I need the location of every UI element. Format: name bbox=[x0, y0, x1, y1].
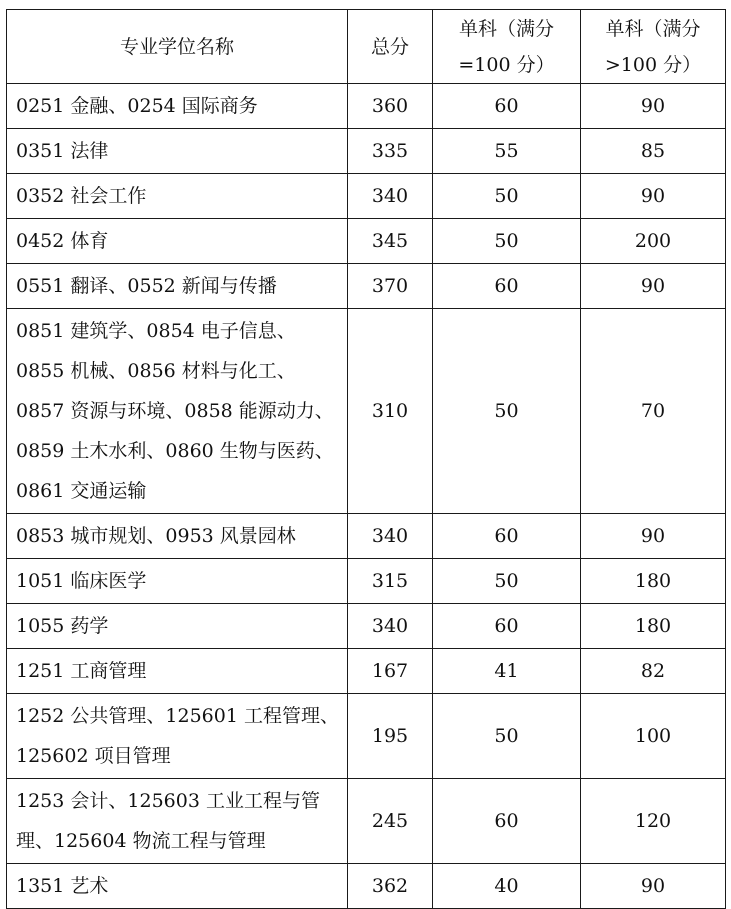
single-over-100-score: 85 bbox=[581, 129, 726, 174]
total-score: 370 bbox=[348, 264, 433, 309]
single-100-score: 41 bbox=[433, 649, 581, 694]
program-name: 0851 建筑学、0854 电子信息、0855 机械、0856 材料与化工、0857 资源与环境、0858 能源动力、0859 土木水利、0860 生物与医药、0861 交通运输 bbox=[7, 309, 348, 514]
program-name: 0551 翻译、0552 新闻与传播 bbox=[7, 264, 348, 309]
program-name: 0352 社会工作 bbox=[7, 174, 348, 219]
single-over-100-score: 82 bbox=[581, 649, 726, 694]
single-over-100-score: 100 bbox=[581, 694, 726, 779]
single-100-score: 50 bbox=[433, 559, 581, 604]
total-score: 340 bbox=[348, 514, 433, 559]
header-single-100: 单科（满分=100 分） bbox=[433, 10, 581, 84]
table-row bbox=[7, 84, 726, 129]
total-score: 362 bbox=[348, 864, 433, 909]
single-100-score: 55 bbox=[433, 129, 581, 174]
program-name: 1351 艺术 bbox=[7, 864, 348, 909]
total-score: 315 bbox=[348, 559, 433, 604]
single-100-score: 60 bbox=[433, 514, 581, 559]
total-score: 335 bbox=[348, 129, 433, 174]
program-name: 1252 公共管理、125601 工程管理、125602 项目管理 bbox=[7, 694, 348, 779]
single-100-score: 50 bbox=[433, 174, 581, 219]
single-over-100-score: 90 bbox=[581, 864, 726, 909]
table-row bbox=[7, 604, 726, 649]
single-over-100-score: 90 bbox=[581, 174, 726, 219]
header-total-score: 总分 bbox=[348, 10, 433, 84]
score-table bbox=[6, 9, 726, 909]
program-name: 1253 会计、125603 工业工程与管理、125604 物流工程与管理 bbox=[7, 779, 348, 864]
single-100-score: 50 bbox=[433, 219, 581, 264]
program-name: 1051 临床医学 bbox=[7, 559, 348, 604]
single-over-100-score: 70 bbox=[581, 309, 726, 514]
header-single-over-100: 单科（满分>100 分） bbox=[581, 10, 726, 84]
total-score: 195 bbox=[348, 694, 433, 779]
single-over-100-score: 90 bbox=[581, 84, 726, 129]
single-over-100-score: 90 bbox=[581, 514, 726, 559]
table-row bbox=[7, 174, 726, 219]
total-score: 167 bbox=[348, 649, 433, 694]
single-over-100-score: 200 bbox=[581, 219, 726, 264]
total-score: 310 bbox=[348, 309, 433, 514]
table-row bbox=[7, 779, 726, 864]
table-row bbox=[7, 309, 726, 514]
total-score: 340 bbox=[348, 174, 433, 219]
header-program-name: 专业学位名称 bbox=[7, 10, 348, 84]
program-name: 0853 城市规划、0953 风景园林 bbox=[7, 514, 348, 559]
table-row bbox=[7, 559, 726, 604]
table-row bbox=[7, 264, 726, 309]
single-over-100-score: 180 bbox=[581, 604, 726, 649]
total-score: 245 bbox=[348, 779, 433, 864]
single-100-score: 50 bbox=[433, 309, 581, 514]
single-over-100-score: 90 bbox=[581, 264, 726, 309]
table-row bbox=[7, 864, 726, 909]
header-row bbox=[7, 10, 726, 84]
program-name: 0251 金融、0254 国际商务 bbox=[7, 84, 348, 129]
total-score: 340 bbox=[348, 604, 433, 649]
single-100-score: 50 bbox=[433, 694, 581, 779]
table-row bbox=[7, 514, 726, 559]
total-score: 360 bbox=[348, 84, 433, 129]
total-score: 345 bbox=[348, 219, 433, 264]
single-100-score: 60 bbox=[433, 84, 581, 129]
single-100-score: 40 bbox=[433, 864, 581, 909]
single-100-score: 60 bbox=[433, 264, 581, 309]
program-name: 0452 体育 bbox=[7, 219, 348, 264]
table-row bbox=[7, 219, 726, 264]
table-row bbox=[7, 649, 726, 694]
single-over-100-score: 120 bbox=[581, 779, 726, 864]
table-row bbox=[7, 129, 726, 174]
single-100-score: 60 bbox=[433, 779, 581, 864]
table-row bbox=[7, 694, 726, 779]
program-name: 1251 工商管理 bbox=[7, 649, 348, 694]
program-name: 1055 药学 bbox=[7, 604, 348, 649]
single-over-100-score: 180 bbox=[581, 559, 726, 604]
single-100-score: 60 bbox=[433, 604, 581, 649]
program-name: 0351 法律 bbox=[7, 129, 348, 174]
